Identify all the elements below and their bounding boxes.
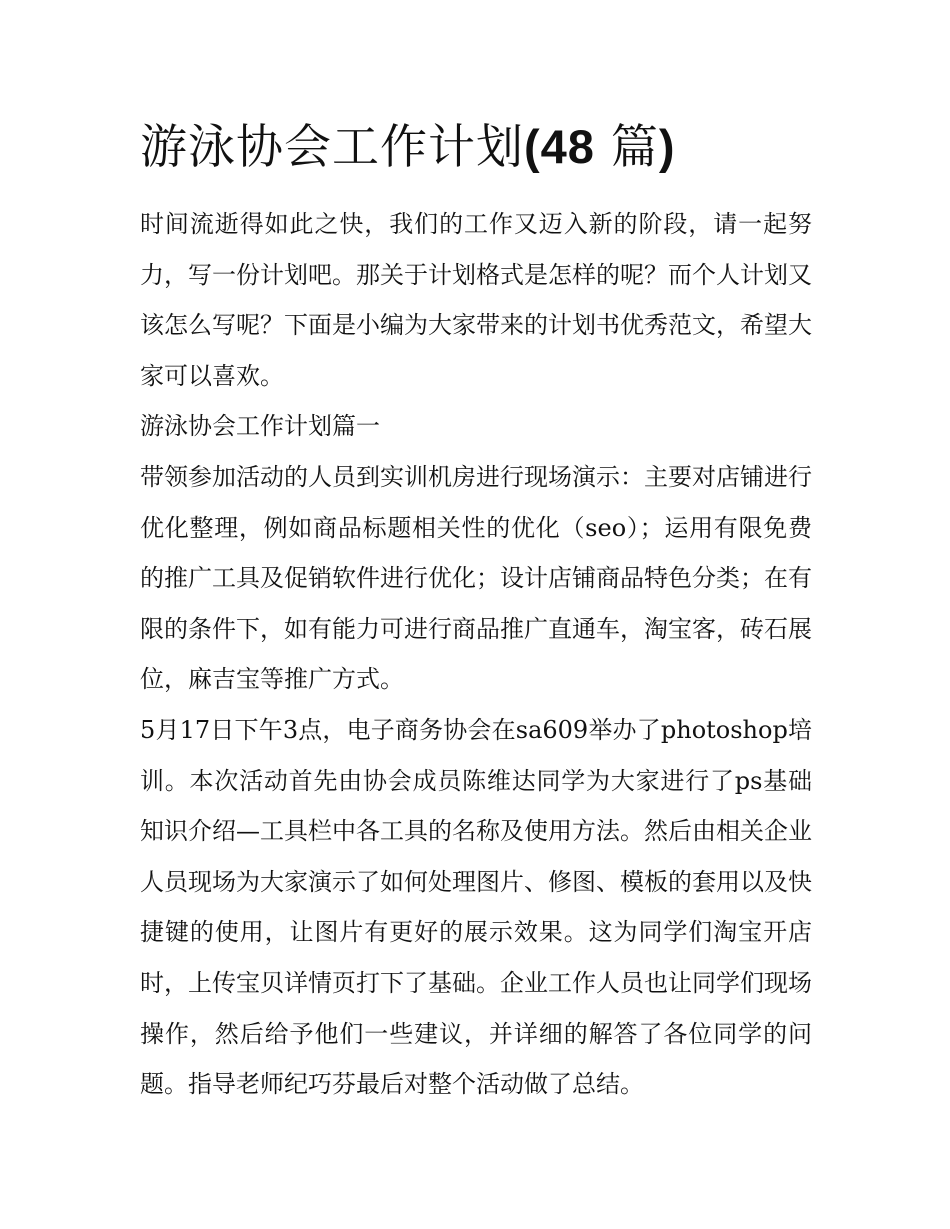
title-close: ) <box>658 120 676 173</box>
body-paragraph-2: 5月17日下午3点，电子商务协会在sa609举办了photoshop培训。本次活动首先由协会成员陈维达同学为大家进行了ps基础知识介绍—工具栏中各工具的名称及使用方法。然后由相关企业人员现场为大家演示了如何处理图片、修图、模板的套用以及快捷键的使用，让图片有更好的展示效果。这为同学们淘宝开店时，上传宝贝详情页打下了基础。企业工作人员也让同学们现场操作，然后给予他们一些建议，并详细的解答了各位同学的问题。指导老师纪巧芬最后对整个活动做了总结。 <box>140 715 812 1099</box>
title-count: (48 <box>524 120 595 173</box>
intro-paragraph: 时间流逝得如此之快，我们的工作又迈入新的阶段，请一起努力，写一份计划吧。那关于计划格式是怎样的呢？而个人计划又该怎么写呢？下面是小编为大家带来的计划书优秀范文，希望大家可以喜欢。 <box>140 210 812 390</box>
title-main: 游泳协会工作计划 <box>140 120 524 175</box>
section-heading: 游泳协会工作计划篇一 <box>140 412 380 441</box>
document-page <box>140 112 812 1110</box>
title-unit: 篇 <box>610 120 659 175</box>
document-title <box>140 112 812 183</box>
body-paragraph-1: 带领参加活动的人员到实训机房进行现场演示：主要对店铺进行优化整理，例如商品标题相关性的优化（seo）；运用有限免费的推广工具及促销软件进行优化；设计店铺商品特色分类；在有限的条件下，如有能力可进行商品推广直通车，淘宝客，砖石展位，麻吉宝等推广方式。 <box>140 462 812 694</box>
